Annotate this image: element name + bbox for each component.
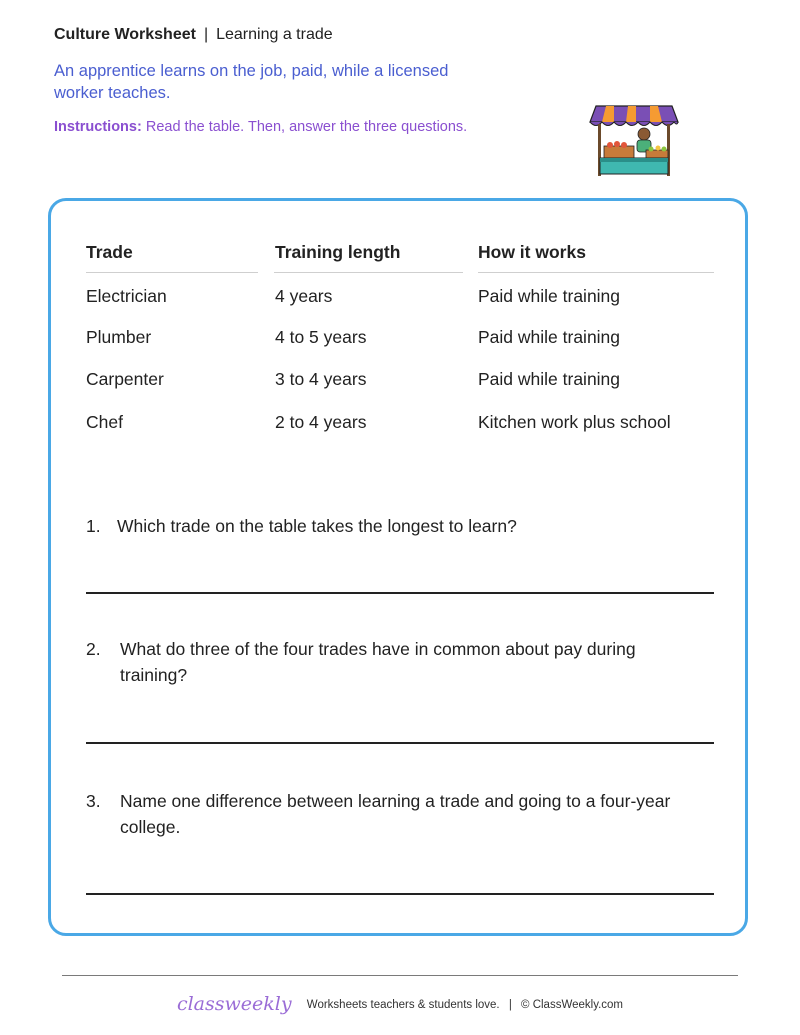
- question-number: 2.: [86, 639, 101, 659]
- header-divider: [274, 272, 463, 273]
- market-stall-icon: [588, 96, 680, 180]
- question-number: 3.: [86, 791, 101, 811]
- table-cell-trade: Electrician: [86, 286, 167, 306]
- intro-text: An apprentice learns on the job, paid, while a licensed worker teaches.: [54, 62, 449, 102]
- table-cell-length: 3 to 4 years: [275, 369, 367, 389]
- question-number: 1.: [86, 516, 101, 536]
- question-text: What do three of the four trades have in common about pay during training?: [120, 639, 636, 685]
- table-cell-trade: Carpenter: [86, 369, 164, 389]
- footer-tagline: Worksheets teachers & students love.: [306, 999, 500, 1011]
- table-header-trade: Trade: [86, 242, 133, 262]
- worksheet-topic: Learning a trade: [216, 26, 333, 43]
- footer-copyright: © ClassWeekly.com: [521, 999, 624, 1011]
- footer: [0, 993, 800, 1015]
- instructions-text: Read the table. Then, answer the three questions.: [145, 119, 468, 135]
- question-text: Which trade on the table takes the longest to learn?: [117, 516, 517, 536]
- table-cell-length: 4 years: [275, 286, 333, 306]
- question-1: [86, 513, 696, 539]
- table-cell-how: Paid while training: [478, 369, 621, 389]
- table-cell-how: Kitchen work plus school: [478, 412, 671, 432]
- table-cell-length: 2 to 4 years: [275, 412, 367, 432]
- table-cell-trade: Plumber: [86, 327, 152, 347]
- header-divider: [86, 272, 258, 273]
- footer-separator: |: [508, 999, 512, 1011]
- table-cell-how: Paid while training: [478, 286, 621, 306]
- table-cell-trade: Chef: [86, 412, 123, 432]
- instructions: [54, 119, 467, 135]
- brand-logo: classweekly: [176, 993, 292, 1015]
- question-text: Name one difference between learning a trade and going to a four-year college.: [120, 791, 671, 837]
- worksheet-subject: Culture Worksheet: [54, 26, 196, 43]
- table-header-training-length: Training length: [275, 242, 401, 262]
- worksheet-header: [54, 26, 333, 44]
- answer-line-1[interactable]: [86, 592, 714, 594]
- header-separator: |: [203, 26, 209, 43]
- table-cell-how: Paid while training: [478, 327, 621, 347]
- header-divider: [478, 272, 714, 273]
- instructions-label: Instructions:: [54, 119, 142, 135]
- table-cell-length: 4 to 5 years: [275, 327, 367, 347]
- answer-line-2[interactable]: [86, 742, 714, 744]
- table-header-how-it-works: How it works: [478, 242, 586, 262]
- question-3: [86, 788, 696, 840]
- question-2: [86, 636, 696, 688]
- answer-line-3[interactable]: [86, 893, 714, 895]
- footer-divider: [62, 975, 738, 976]
